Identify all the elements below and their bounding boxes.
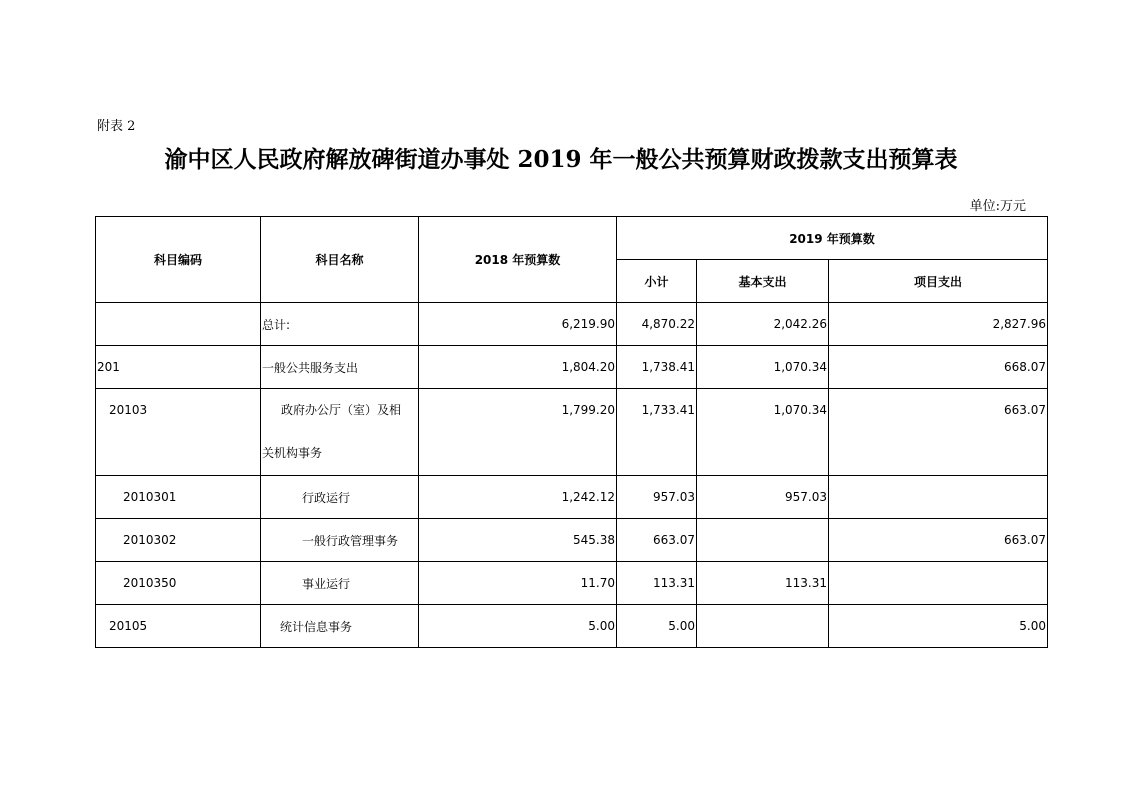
appendix-label: 附表 2 — [97, 119, 136, 134]
header-budget-2018: 2018 年预算数 — [419, 217, 617, 303]
cell-project: 663.07 — [829, 389, 1048, 476]
cell-basic: 2,042.26 — [697, 303, 829, 346]
cell-name: 一般公共服务支出 — [261, 346, 419, 389]
cell-name: 一般行政管理事务 — [261, 519, 419, 562]
cell-project: 2,827.96 — [829, 303, 1048, 346]
header-basic: 基本支出 — [697, 260, 829, 303]
cell-budget-2018: 11.70 — [419, 562, 617, 605]
header-subtotal: 小计 — [617, 260, 697, 303]
cell-subtotal: 1,733.41 — [617, 389, 697, 476]
budget-table — [95, 216, 1048, 648]
header-name: 科目名称 — [261, 217, 419, 303]
cell-basic: 1,070.34 — [697, 346, 829, 389]
cell-name-line2: 关机构事务 — [262, 446, 323, 460]
cell-subtotal: 4,870.22 — [617, 303, 697, 346]
cell-project: 663.07 — [829, 519, 1048, 562]
cell-subtotal: 113.31 — [617, 562, 697, 605]
cell-name: 行政运行 — [261, 476, 419, 519]
cell-name-line1: 政府办公厅（室）及相 — [281, 403, 402, 417]
cell-code: 201 — [96, 346, 261, 389]
cell-budget-2018: 6,219.90 — [419, 303, 617, 346]
cell-code — [96, 303, 261, 346]
cell-project — [829, 476, 1048, 519]
cell-budget-2018: 1,804.20 — [419, 346, 617, 389]
cell-subtotal: 663.07 — [617, 519, 697, 562]
table-row — [96, 346, 1048, 389]
table-row — [96, 605, 1048, 648]
table-row — [96, 389, 1048, 476]
unit-label: 单位:万元 — [969, 199, 1026, 214]
cell-project: 5.00 — [829, 605, 1048, 648]
cell-subtotal: 5.00 — [617, 605, 697, 648]
cell-name: 总计: — [261, 303, 419, 346]
cell-basic: 1,070.34 — [697, 389, 829, 476]
table-row — [96, 519, 1048, 562]
cell-project: 668.07 — [829, 346, 1048, 389]
cell-budget-2018: 1,242.12 — [419, 476, 617, 519]
cell-subtotal: 957.03 — [617, 476, 697, 519]
cell-subtotal: 1,738.41 — [617, 346, 697, 389]
cell-code: 2010350 — [96, 562, 261, 605]
cell-name — [261, 389, 419, 476]
cell-budget-2018: 5.00 — [419, 605, 617, 648]
cell-basic: 957.03 — [697, 476, 829, 519]
cell-code: 20103 — [96, 389, 261, 476]
cell-basic — [697, 519, 829, 562]
cell-basic — [697, 605, 829, 648]
header-code: 科目编码 — [96, 217, 261, 303]
cell-budget-2018: 1,799.20 — [419, 389, 617, 476]
cell-code: 20105 — [96, 605, 261, 648]
cell-code: 2010302 — [96, 519, 261, 562]
cell-name: 事业运行 — [261, 562, 419, 605]
table-row — [96, 562, 1048, 605]
header-budget-2019: 2019 年预算数 — [617, 217, 1048, 260]
table-row — [96, 303, 1048, 346]
table-row — [96, 476, 1048, 519]
cell-name: 统计信息事务 — [261, 605, 419, 648]
page-title: 渝中区人民政府解放碑街道办事处 2019 年一般公共预算财政拨款支出预算表 — [164, 146, 958, 173]
cell-basic: 113.31 — [697, 562, 829, 605]
header-project: 项目支出 — [829, 260, 1048, 303]
cell-project — [829, 562, 1048, 605]
cell-code: 2010301 — [96, 476, 261, 519]
cell-budget-2018: 545.38 — [419, 519, 617, 562]
table-header-row — [96, 217, 1048, 260]
